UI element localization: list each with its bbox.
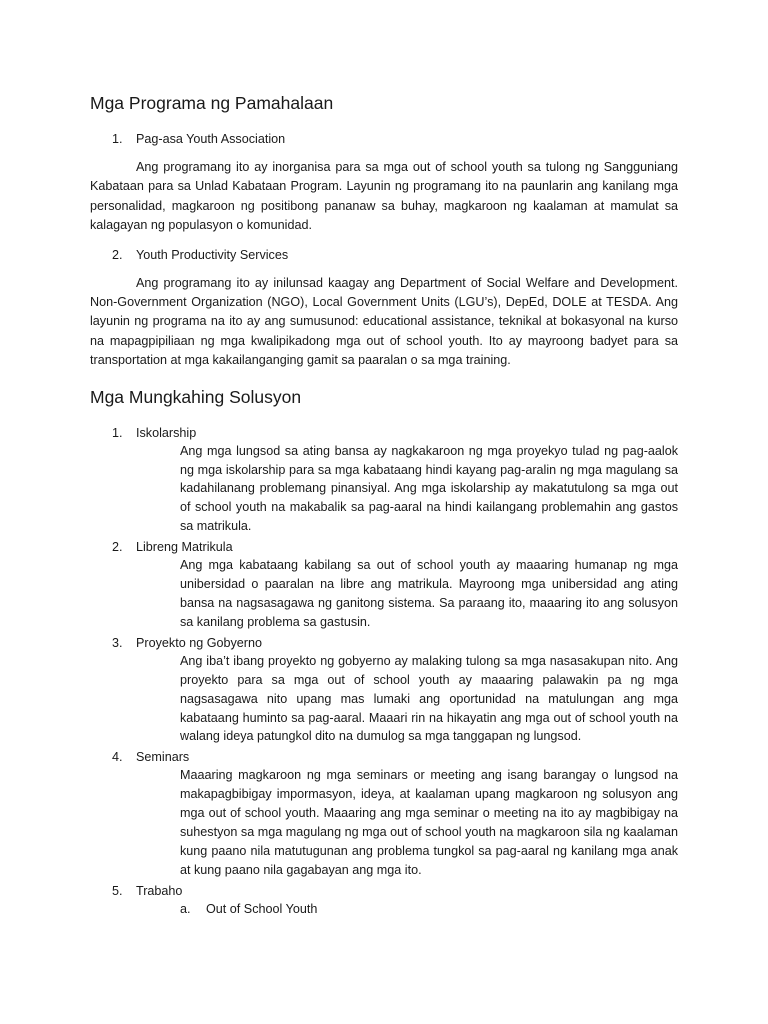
item-paragraph: Ang iba’t ibang proyekto ng gobyerno ay malaking tulong sa mga nasasakupan nito. Ang proyekto para sa mga out of school youth ay maaaring palawakin pa ng mga nagsasagawa nito upang mas lumaki ang oportunidad na matulungan ang mga kabataang huminto sa pag-aaral. Maaari rin na hikayatin ang mga out of school youth na walang ideya patungkol dito na dumulog sa mga tanggapan ng lungsod. <box>180 653 678 744</box>
item-title: Pag-asa Youth Association <box>136 132 286 146</box>
solution-item-2 <box>90 538 678 632</box>
item-title: Iskolarship <box>136 425 197 440</box>
solution-item-4 <box>90 748 678 879</box>
item-paragraph: Ang mga lungsod sa ating bansa ay nagkakaroon ng mga proyekyo tulad ng pag-aalok ng mga iskolarship para sa mga kabataang hindi kayang pag-aralin ng mga magulang sa kadahilanang problemang pinansiyal. Ang mga iskolarship ay makatutulong sa mga out of school youth na makabalik sa pag-aaral na hindi kailangang problemahin ang gastos sa matrikula. <box>180 443 678 534</box>
section-heading-programs: Mga Programa ng Pamahalaan <box>90 93 334 113</box>
solution-item-5 <box>90 882 678 919</box>
item-paragraph: Maaaring magkaroon ng mga seminars or meeting ang isang barangay o lungsod na makapagbibigay impormasyon, ideya, at kaalaman upang magkaroon ng solusyon ang mga out of school youth. Maaaring ang mga seminar o meeting na ito ay magbibigay na suhestyon sa mga magulang ng mga out of school youth na magkaroon sila ng kaalaman kung paano nila matutugunan ang problema tungkol sa pag-aaral ng kanilang mga anak at kung paano nila gagabayan ang mga ito. <box>180 768 678 877</box>
item-paragraph: Ang programang ito ay inorganisa para sa mga out of school youth sa tulong ng Sangguniang Kabataan para sa Unlad Kabataan Program. Layunin ng programang ito na paunlarin ang kanilang mga personalidad, magkaroon ng positibong pananaw sa buhay, magkaroon ng kaalaman at mamulat sa kalagayan ng populasyon o komunidad. <box>90 160 678 233</box>
item-paragraph: Ang mga kabataang kabilang sa out of school youth ay maaaring humanap ng mga unibersidad o paaralan na libre ang matrikula. Mayroong mga unibersidad ang ating bansa na nagsasagawa ng ganitong sistema. Sa paraang ito, maaaring ito ang solusyon sa kanilang problema sa gastusin. <box>180 558 678 629</box>
item-number: 1. <box>112 132 123 146</box>
item-number: 2. <box>112 247 123 262</box>
item-title: Proyekto ng Gobyerno <box>136 635 263 650</box>
solution-item-3 <box>90 634 678 747</box>
sub-item-text: Out of School Youth <box>206 901 318 916</box>
solution-item-1 <box>90 424 678 537</box>
item-title: Seminars <box>136 750 190 765</box>
item-title: Youth Productivity Services <box>136 247 289 262</box>
item-paragraph: Ang programang ito ay inilunsad kaagay ang Department of Social Welfare and Development. Non-Government Organization (NGO), Local Government Units (LGU’s), DepEd, DOLE at TESDA. Ang layunin ng programa na ito ay ang sumusunod: educational assistance, teknikal at bokasyonal na kurso na mapagpipiliaan ng mga kwalipikadong mga out of school youth. Ito ay mayroong badyet para sa transportation at mga kakailanganging gamit sa paaralan o sa mga training. <box>90 275 678 368</box>
item-number: 4. <box>112 750 123 765</box>
section-heading-solutions: Mga Mungkahing Solusyon <box>90 386 302 407</box>
sub-list-item <box>180 900 678 919</box>
program-item-1 <box>90 130 678 148</box>
item-number: 5. <box>112 883 123 898</box>
item-number: 3. <box>112 635 123 650</box>
program-item-2 <box>90 246 678 264</box>
item-number: 1. <box>112 425 123 440</box>
item-title: Trabaho <box>136 883 183 898</box>
item-number: 2. <box>112 540 123 555</box>
sub-item-letter: a. <box>180 901 191 916</box>
item-title: Libreng Matrikula <box>136 540 233 555</box>
